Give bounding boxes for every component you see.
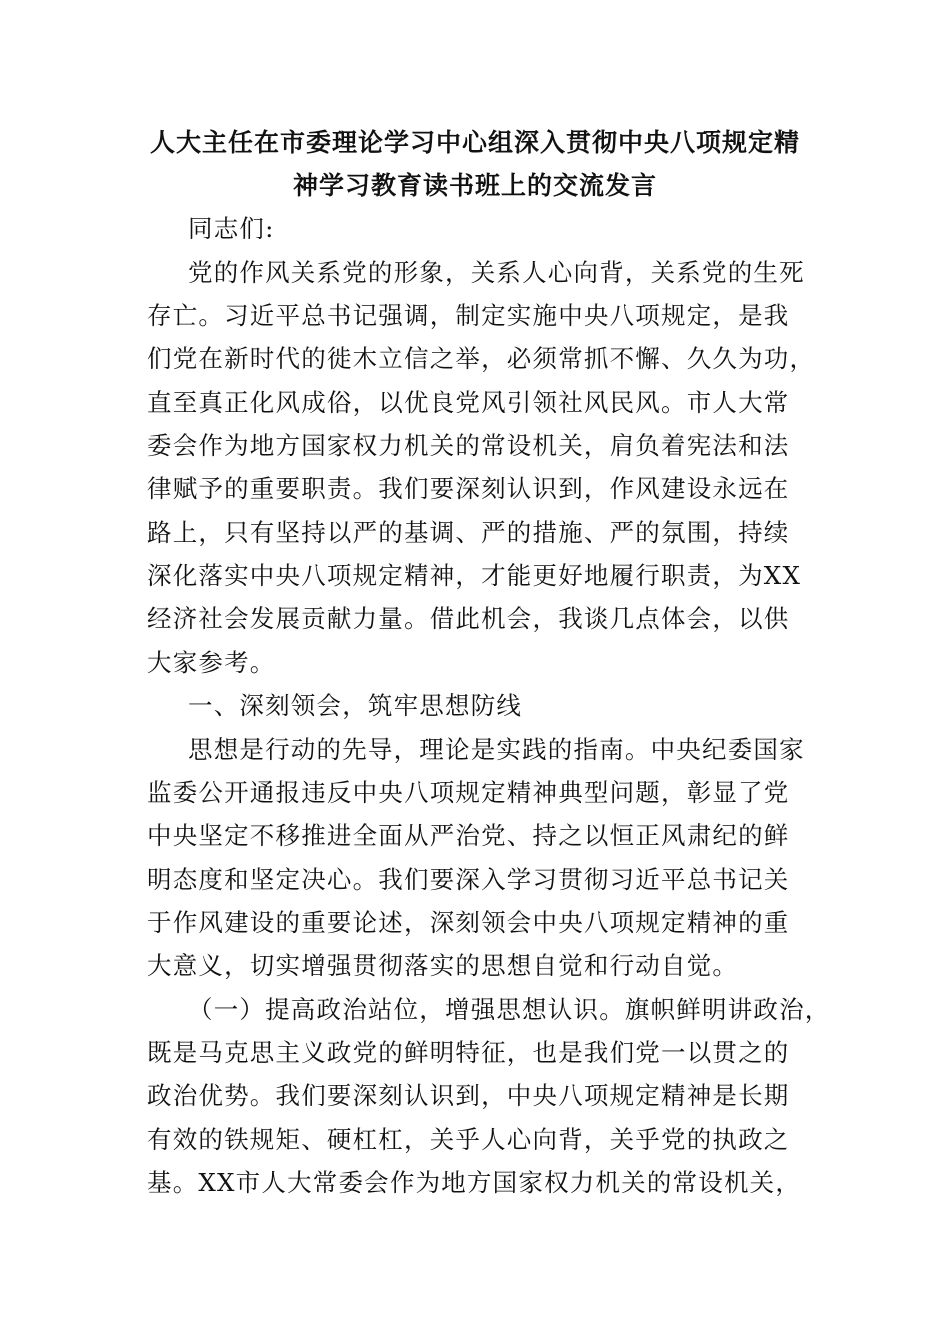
- text-line: 经济社会发展贡献力量。借此机会，我谈几点体会，以供: [147, 604, 790, 633]
- text-line: 存亡。习近平总书记强调，制定实施中央八项规定，是我: [147, 301, 790, 330]
- text-line: 政治优势。我们要深刻认识到，中央八项规定精神是长期: [147, 1081, 790, 1110]
- text-line: 明态度和坚定决心。我们要深入学习贯彻习近平总书记关: [147, 865, 790, 894]
- text-line: 党的作风关系党的形象，关系人心向背，关系党的生死: [188, 258, 805, 287]
- text-line: 深化落实中央八项规定精神，才能更好地履行职责，为XX: [147, 561, 802, 590]
- text-line: 监委公开通报违反中央八项规定精神典型问题，彰显了党: [147, 778, 790, 807]
- text-line: 思想是行动的先导，理论是实践的指南。中央纪委国家: [188, 735, 805, 764]
- text-line: 路上，只有坚持以严的基调、严的措施、严的氛围，持续: [147, 518, 790, 547]
- text-line: 们党在新时代的徙木立信之举，必须常抓不懈、久久为功，: [147, 344, 816, 373]
- section-heading: 一、深刻领会，筑牢思想防线: [188, 691, 523, 720]
- text-line: 中央坚定不移推进全面从严治党、持之以恒正风肃纪的鲜: [147, 821, 790, 850]
- document-title-line-1: 人大主任在市委理论学习中心组深入贯彻中央八项规定精: [149, 128, 800, 157]
- text-line: 大意义，切实增强贯彻落实的思想自觉和行动自觉。: [147, 951, 739, 980]
- text-line: 于作风建设的重要论述，深刻领会中央八项规定精神的重: [147, 908, 790, 937]
- subsection-text-line: （一）提高政治站位，增强思想认识。旗帜鲜明讲政治，: [188, 995, 831, 1024]
- text-line: 委会作为地方国家权力机关的常设机关，肩负着宪法和法: [147, 431, 790, 460]
- text-line: 既是马克思主义政党的鲜明特征，也是我们党一以贯之的: [147, 1038, 790, 1067]
- text-line: 律赋予的重要职责。我们要深刻认识到，作风建设永远在: [147, 474, 790, 503]
- document-title-line-2: 神学习教育读书班上的交流发言: [292, 171, 657, 200]
- text-line: 基。XX市人大常委会作为地方国家权力机关的常设机关，: [147, 1168, 802, 1197]
- text-line: 大家参考。: [147, 648, 276, 677]
- text-line: 有效的铁规矩、硬杠杠，关乎人心向背，关乎党的执政之: [147, 1125, 790, 1154]
- salutation: 同志们:: [188, 214, 275, 243]
- text-line: 直至真正化风成俗，以优良党风引领社风民风。市人大常: [147, 388, 790, 417]
